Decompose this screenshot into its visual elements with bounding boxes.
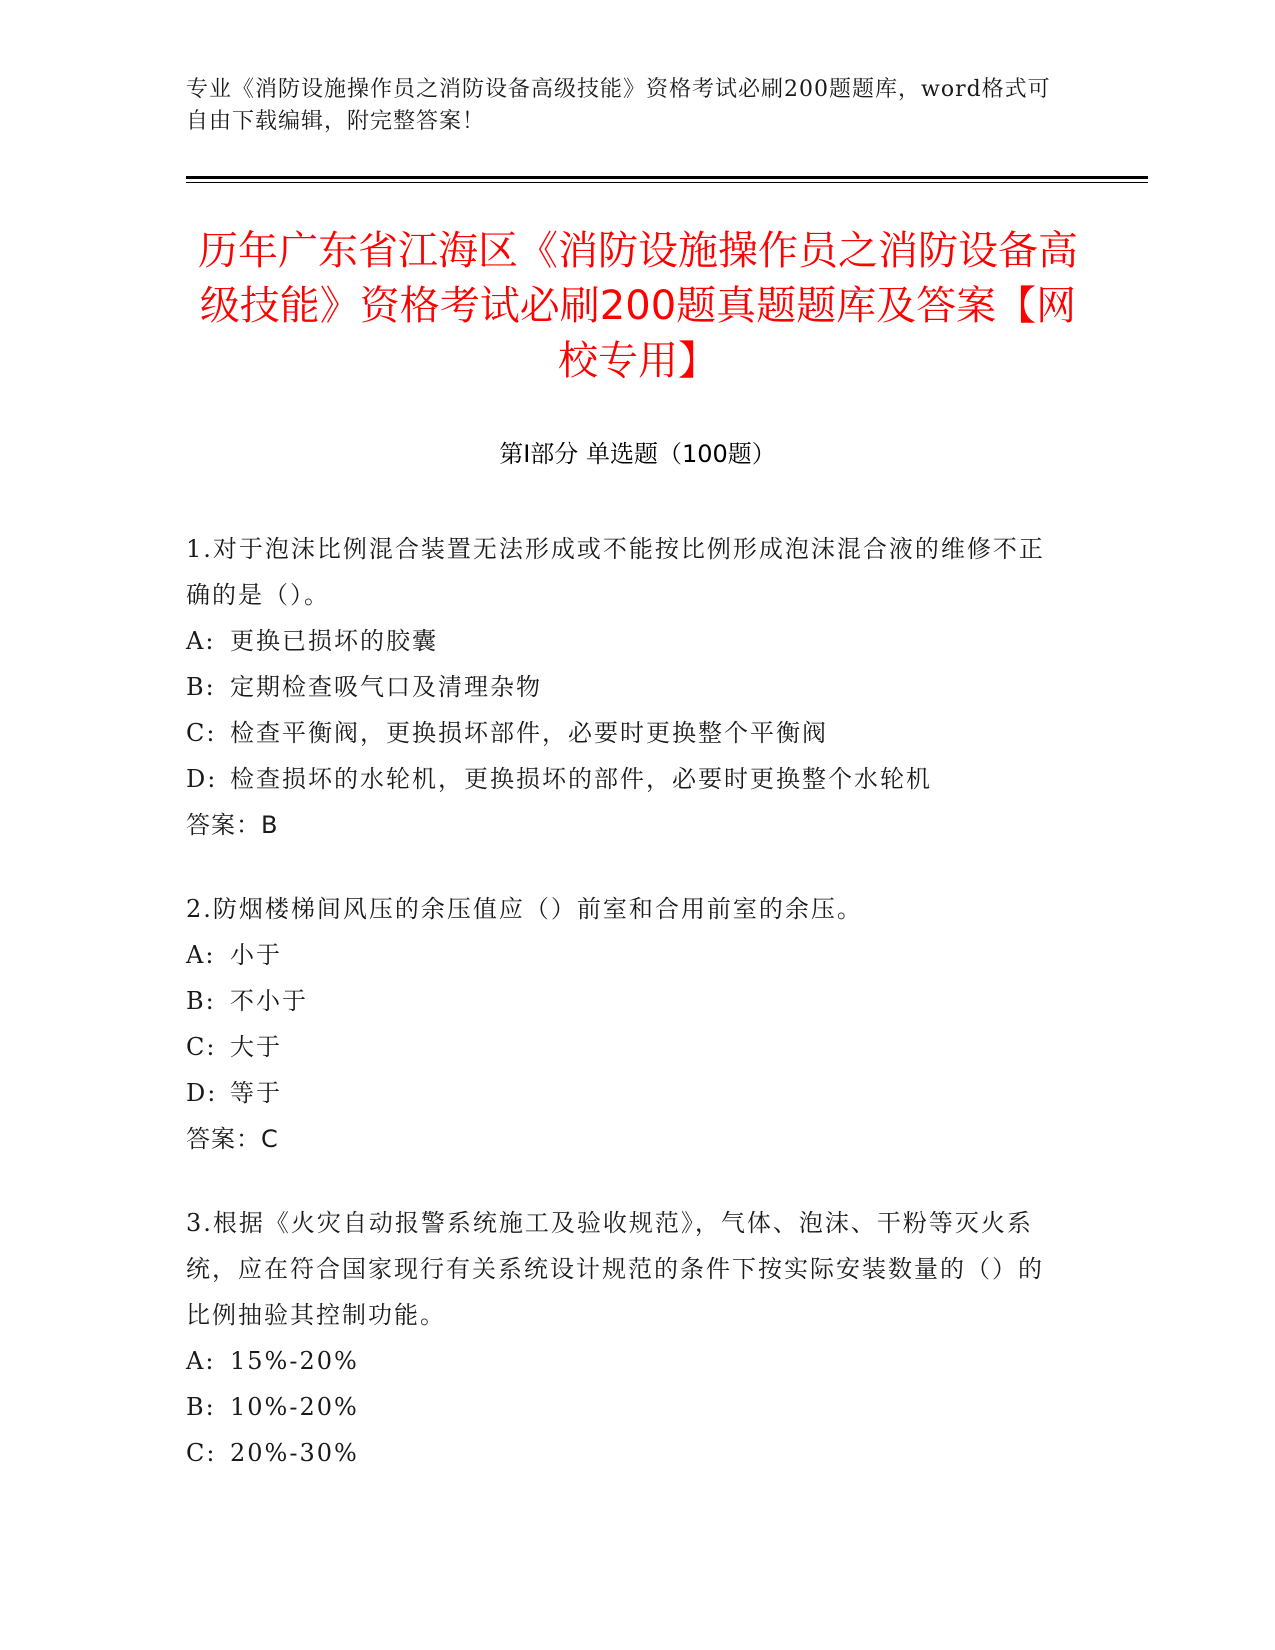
answer: 答案：B bbox=[186, 811, 279, 839]
option-letter: C: bbox=[186, 719, 217, 747]
option-b bbox=[186, 1384, 1066, 1430]
answer: 答案：C bbox=[186, 1125, 279, 1153]
option-text: 等于 bbox=[230, 1079, 282, 1107]
option-text: 更换已损坏的胶囊 bbox=[230, 627, 438, 655]
question-text: 2.防烟楼梯间风压的余压值应（）前室和合用前室的余压。 bbox=[186, 895, 863, 923]
option-text: 15%-20% bbox=[230, 1347, 359, 1375]
question-3 bbox=[186, 1200, 1066, 1476]
option-b bbox=[186, 664, 1066, 710]
option-text: 小于 bbox=[230, 941, 282, 969]
option-b bbox=[186, 978, 1066, 1024]
document-title: 历年广东省江海区《消防设施操作员之消防设备高级技能》资格考试必刷200题真题题库及答案【网校专用】 bbox=[198, 228, 1078, 384]
option-c bbox=[186, 1024, 1066, 1070]
option-letter: A: bbox=[186, 627, 216, 655]
option-d bbox=[186, 756, 1066, 802]
option-a bbox=[186, 618, 1066, 664]
option-c bbox=[186, 1430, 1066, 1476]
option-text: 检查平衡阀，更换损坏部件，必要时更换整个平衡阀 bbox=[230, 719, 828, 747]
header-note: 专业《消防设施操作员之消防设备高级技能》资格考试必刷200题题库，word格式可自由下载编辑，附完整答案！ bbox=[186, 77, 1051, 134]
question-text: 1.对于泡沫比例混合装置无法形成或不能按比例形成泡沫混合液的维修不正确的是（）。 bbox=[186, 535, 1045, 609]
question-list bbox=[186, 526, 1066, 1514]
option-text: 不小于 bbox=[230, 987, 308, 1015]
option-a bbox=[186, 932, 1066, 978]
option-text: 10%-20% bbox=[230, 1393, 359, 1421]
option-letter: A: bbox=[186, 1347, 216, 1375]
option-letter: B: bbox=[186, 987, 216, 1015]
option-letter: C: bbox=[186, 1439, 217, 1467]
option-text: 检查损坏的水轮机，更换损坏的部件，必要时更换整个水轮机 bbox=[230, 765, 932, 793]
option-letter: D: bbox=[186, 1079, 218, 1107]
option-letter: C: bbox=[186, 1033, 217, 1061]
option-letter: B: bbox=[186, 1393, 216, 1421]
question-text: 3.根据《火灾自动报警系统施工及验收规范》，气体、泡沫、干粉等灭火系统，应在符合国家现行有关系统设计规范的条件下按实际安装数量的（）的比例抽验其控制功能。 bbox=[186, 1209, 1044, 1329]
option-c bbox=[186, 710, 1066, 756]
section-title: 第Ⅰ部分 单选题（100题） bbox=[499, 440, 776, 468]
option-letter: B: bbox=[186, 673, 216, 701]
option-letter: A: bbox=[186, 941, 216, 969]
question-1 bbox=[186, 526, 1066, 848]
question-2 bbox=[186, 886, 1066, 1162]
option-text: 大于 bbox=[230, 1033, 282, 1061]
option-text: 定期检查吸气口及清理杂物 bbox=[230, 673, 542, 701]
option-letter: D: bbox=[186, 765, 218, 793]
header-rule-thin bbox=[186, 182, 1148, 183]
option-a bbox=[186, 1338, 1066, 1384]
option-text: 20%-30% bbox=[230, 1439, 359, 1467]
header-rule-thick bbox=[186, 176, 1148, 179]
option-d bbox=[186, 1070, 1066, 1116]
